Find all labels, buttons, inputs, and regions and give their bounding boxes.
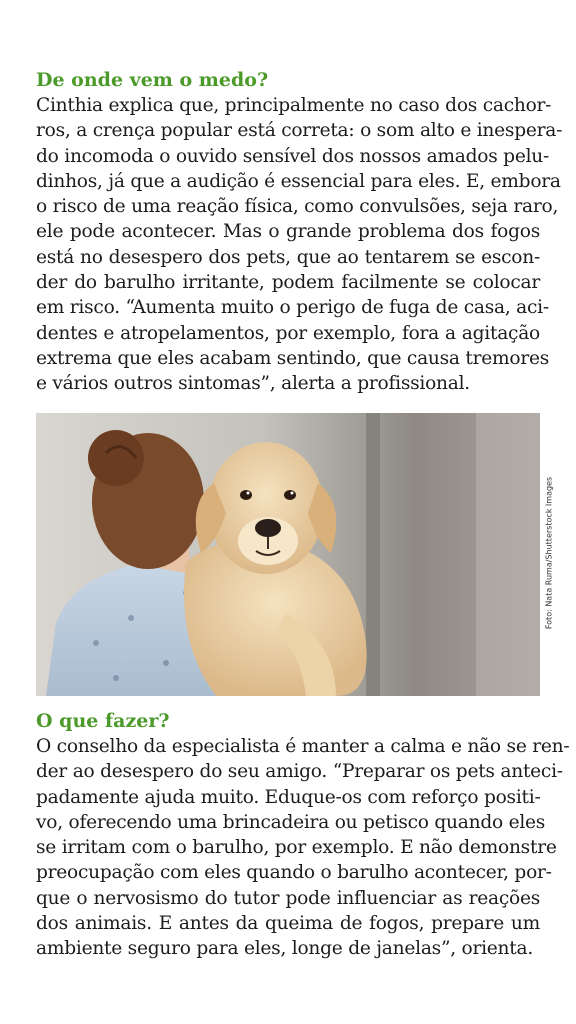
article-paragraph-1 xyxy=(36,93,563,397)
dog-hug-photo xyxy=(36,413,540,696)
paragraph-line: padamente ajuda muito. Eduque-os com reforço positi- xyxy=(36,786,541,808)
paragraph-line: ele pode acontecer. Mas o grande problema dos fogos xyxy=(36,221,540,243)
article-paragraph-2 xyxy=(36,734,570,962)
paragraph-line: o risco de uma reação física, como convulsões, seja raro, xyxy=(36,196,559,218)
paragraph-line: dinhos, já que a audição é essencial para eles. E, embora xyxy=(36,170,561,192)
paragraph-line: se irritam com o barulho, por exemplo. E não demonstre xyxy=(36,837,557,859)
paragraph-line: ros, a crença popular está correta: o som alto e inespera- xyxy=(36,120,563,142)
paragraph-line: em risco. “Aumenta muito o perigo de fuga de casa, aci- xyxy=(36,297,549,319)
woman-hugging-puppy-illustration xyxy=(36,413,540,696)
paragraph-line: O conselho da especialista é manter a calma e não se ren- xyxy=(36,736,570,757)
paragraph-line: Cinthia explica que, principalmente no caso dos cachor- xyxy=(36,95,552,116)
paragraph-line: está no desespero dos pets, que ao tentarem se escon- xyxy=(36,246,540,268)
paragraph-line: preocupação com eles quando o barulho acontecer, por- xyxy=(36,862,552,884)
paragraph-line: vo, oferecendo uma brincadeira ou petisco quando eles xyxy=(36,811,546,833)
paragraph-line: ambiente seguro para eles, longe de janelas”, orienta. xyxy=(36,938,533,960)
paragraph-line: do incomoda o ouvido sensível dos nossos amados pelu- xyxy=(36,145,550,167)
paragraph-line: dos animais. E antes da queima de fogos, prepare um xyxy=(36,913,540,935)
paragraph-line: extrema que eles acabam sentindo, que causa tremores xyxy=(36,347,550,369)
photo-credit: Foto: Nata Ruma/Shutterstock Images xyxy=(544,476,554,630)
section-heading-1: De onde vem o medo? xyxy=(36,69,269,91)
section-heading-2: O que fazer? xyxy=(36,710,170,732)
paragraph-line: der ao desespero do seu amigo. “Preparar os pets anteci- xyxy=(36,761,563,783)
paragraph-line: dentes e atropelamentos, por exemplo, fora a agitação xyxy=(36,322,540,344)
paragraph-line: que o nervosismo do tutor pode influenciar as reações xyxy=(36,887,540,909)
paragraph-line: der do barulho irritante, podem facilmente se colocar xyxy=(36,272,540,294)
paragraph-line: e vários outros sintomas”, alerta a profissional. xyxy=(36,373,470,395)
